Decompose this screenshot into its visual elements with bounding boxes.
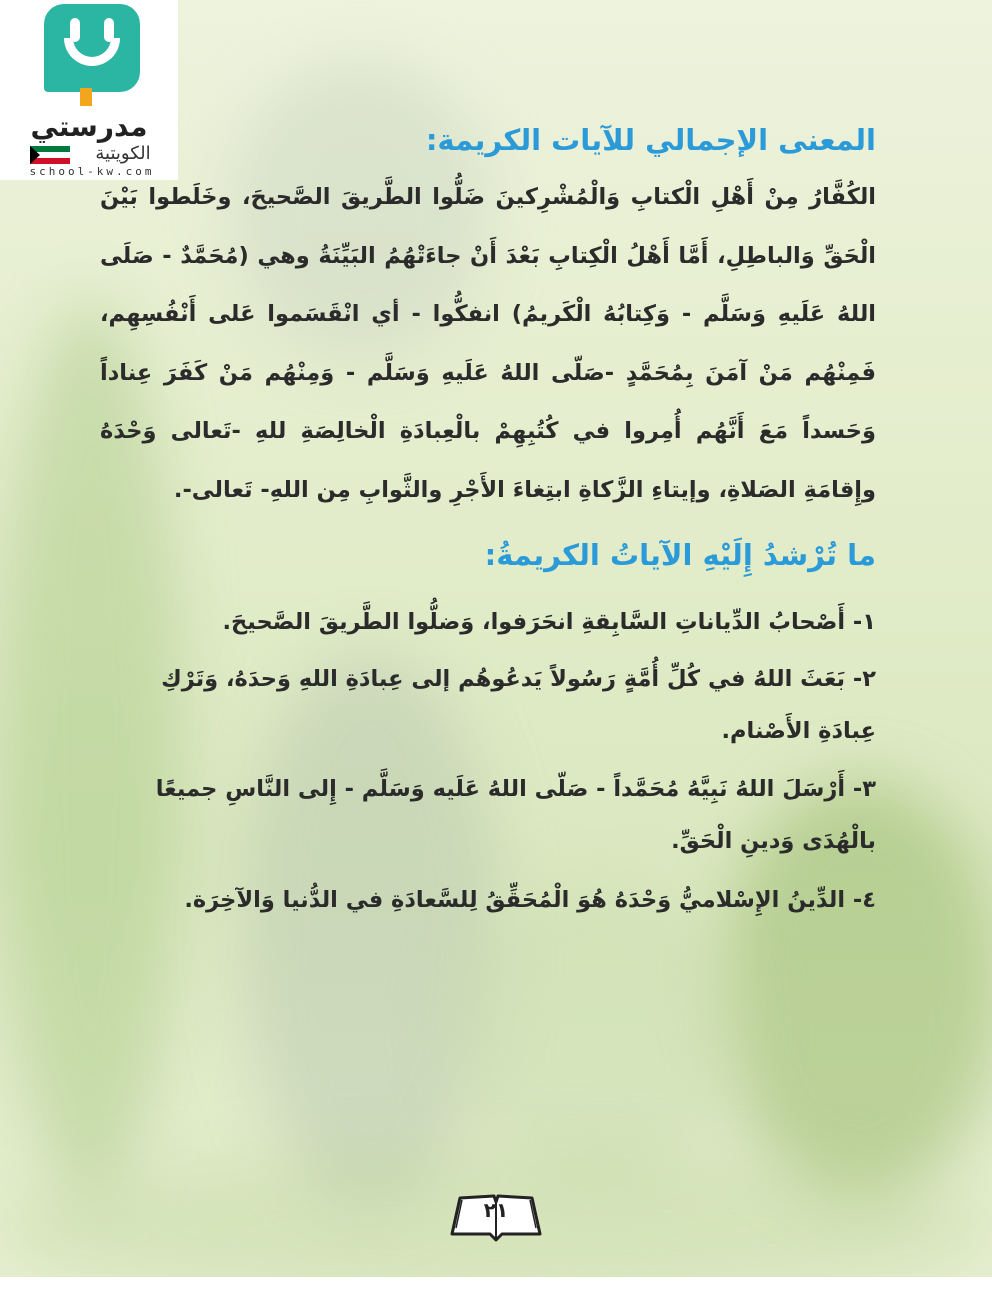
logo-site-url: school-kw.com xyxy=(29,165,155,178)
page-number-badge xyxy=(446,1188,546,1250)
list-item: ٣- أَرْسَلَ اللهُ نَبِيَّهُ مُحَمَّداً - صَلّى اللهُ عَلَيه وَسَلَّم - إِلى النَّاسِ جميعًا بالْهُدَى وَدينِ الْحَقِّ. xyxy=(155,776,876,854)
list-item: ١- أَصْحابُ الدِّياناتِ السَّابِقةِ انحَرَفوا، وَضلُّوا الطَّريقَ الصَّحيحَ. xyxy=(222,609,876,635)
overall-meaning-paragraph: الكُفَّارُ مِنْ أَهْلِ الْكتابِ وَالْمُشْرِكينَ ضَلُّوا الطَّريقَ الصَّحيحَ، وخَلَطوا بَيْنَ الْحَقِّ وَالباطِلِ، أَمَّا أَهْلُ الْكِتابِ بَعْدَ أَنْ جاءَتْهُمُ البَيِّنَةُ وهي (مُحَمَّدٌ - صَلَى اللهُ عَلَيهِ وَسَلَّم - وَكِتابُهُ الْكَريمُ) انفكُّوا - أي انْقَسَموا عَلى أَنْفُسِهِم، فَمِنْهُم مَنْ آمَنَ بِمُحَمَّدٍ -صَلّى اللهُ عَلَيهِ وَسَلَّم - وَمِنْهُم مَنْ كَفَرَ عِناداً وَحَسداً مَعَ أَنَّهُم أُمِروا في كُتُبِهِمْ بالْعِبادَةِ الْخالِصَةِ للهِ -تَعالى وَحْدَهُ وإِقامَةِ الصَلاةِ، وإيتاءِ الزَّكاةِ ابتِغاءَ الأَجْرِ والثَّوابِ مِن اللهِ- تَعالى-. xyxy=(100,184,876,503)
logo-name: مدرستي xyxy=(30,110,148,143)
list-item: ٤- الدِّينُ الإِسْلاميُّ وَحْدَهُ هُوَ الْمُحَقِّقُ لِلسَّعادَةِ في الدُّنيا وَالآخِرَة. xyxy=(184,887,876,913)
lesson-content xyxy=(100,118,876,927)
logo-country: الكويتية xyxy=(95,143,151,164)
section-heading-overall-meaning: المعنى الإجمالي للآيات الكريمة: xyxy=(425,123,876,157)
section-heading-guidance: ما تُرْشدُ إِلَيْهِ الآياتُ الكريمةُ: xyxy=(484,538,876,572)
guidance-list xyxy=(100,595,876,927)
kuwait-flag-icon xyxy=(30,146,70,164)
logo-smile-icon xyxy=(44,4,140,92)
list-item: ٢- بَعَثَ اللهُ في كُلِّ أُمَّةٍ رَسُولاً يَدعُوهُم إلى عِبادَةِ اللهِ وَحدَهُ، وَتَرْكِ عِبادَةِ الأَصْنام. xyxy=(161,666,876,744)
page-number: ٢١ xyxy=(483,1198,509,1222)
page-bottom-margin xyxy=(0,1277,992,1309)
